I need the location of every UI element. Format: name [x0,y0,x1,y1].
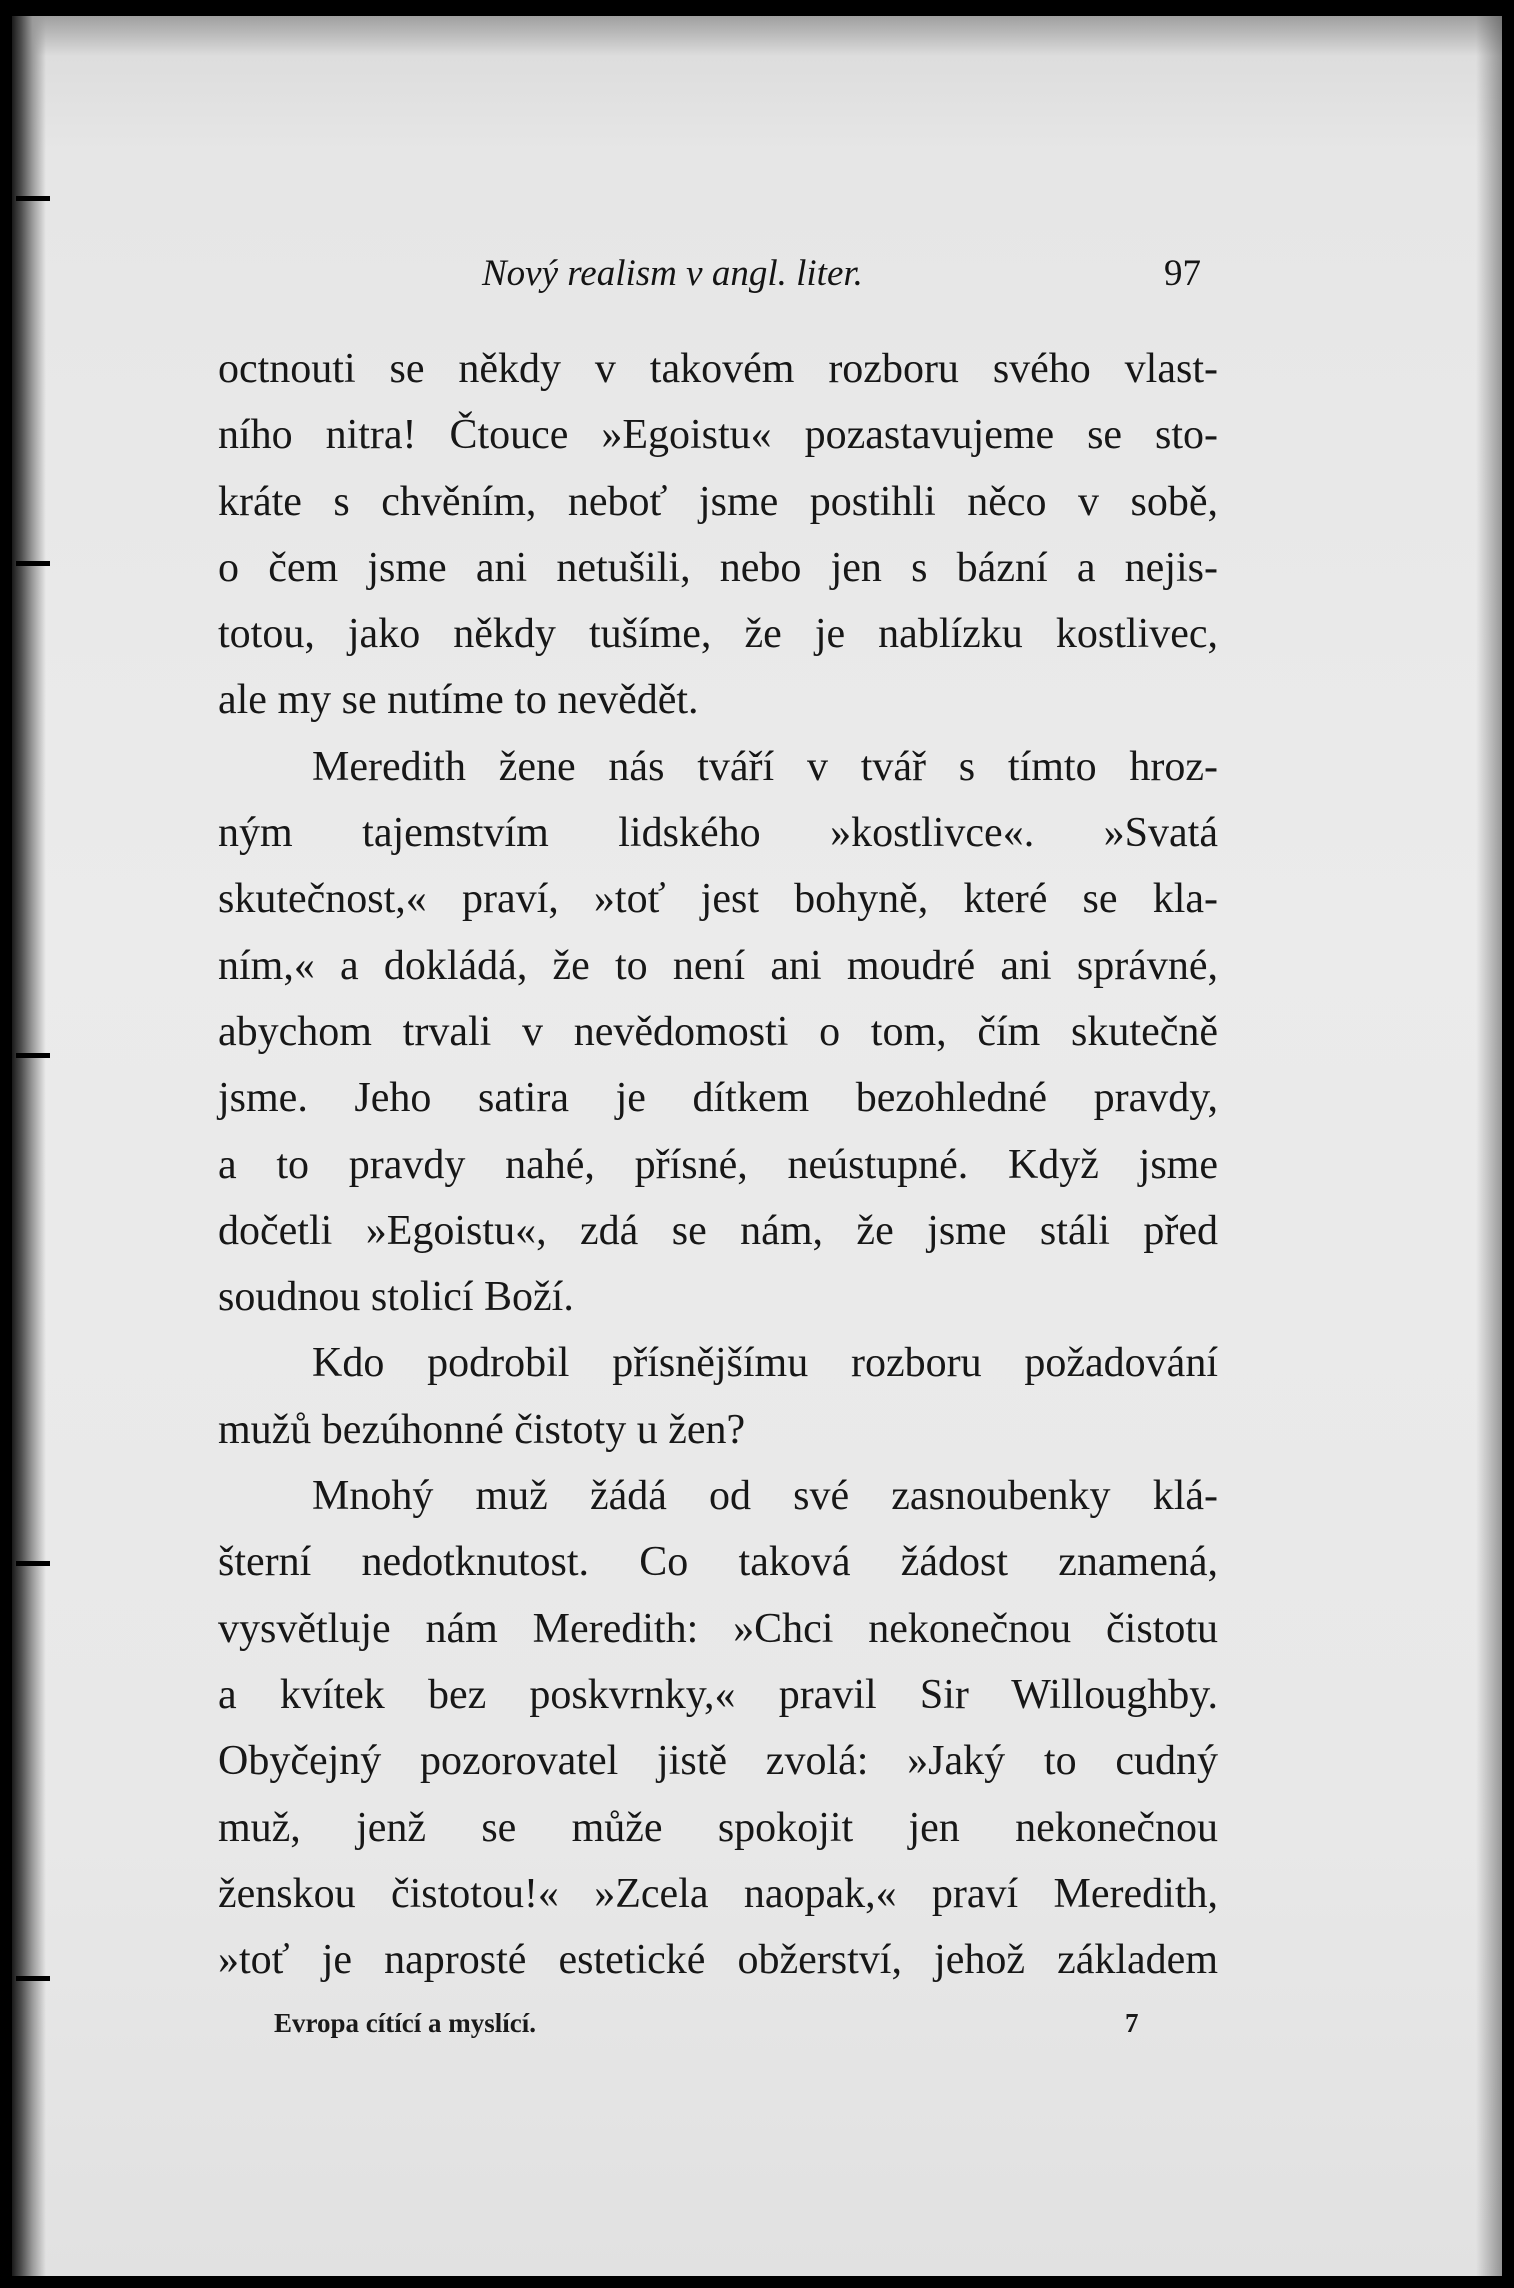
text-line: abychom trvali v nevědomosti o tom, čím skutečně [218,1008,1218,1055]
text-line: Kdo podrobil přísnějšímu rozboru požadování [312,1340,1218,1387]
text-line: totou, jako někdy tušíme, že je nablízku kostlivec, [218,611,1218,658]
text-line: a to pravdy nahé, přísné, neústupné. Když jsme [218,1141,1218,1188]
text-line: ním,« a dokládá, že to není ani moudré ani správné, [218,942,1218,989]
footer-signature: Evropa cítící a myslící. [274,2008,536,2038]
binding-mark [16,1561,50,1566]
text-line: mužů bezúhonné čistoty u žen? [218,1406,746,1453]
text-line: o čem jsme ani netušili, nebo jen s bázní a nejis- [218,544,1218,591]
text-line: Mnohý muž žádá od své zasnoubenky klá- [312,1473,1218,1520]
page-footer [12,2008,1502,2048]
page-right-shadow [1476,16,1502,2276]
running-title: Nový realism v angl. liter. [482,253,863,294]
binding-spine [12,16,46,2276]
text-line: skutečnost,« praví, »toť jest bohyně, které se kla- [218,876,1218,923]
text-line: vysvětluje nám Meredith: »Chci nekonečnou čistotu [218,1605,1218,1652]
binding-mark [16,1976,50,1981]
text-line: jsme. Jeho satira je dítkem bezohledné pravdy, [218,1075,1218,1122]
text-line: dočetli »Egoistu«, zdá se nám, že jsme stáli před [218,1207,1218,1254]
page-top-shadow [12,16,1502,56]
text-line: »toť je naprosté estetické obžerství, jehož základem [218,1937,1218,1984]
footer-sheet-number: 7 [1125,2008,1139,2038]
text-line: soudnou stolicí Boží. [218,1274,574,1321]
text-line: ným tajemstvím lidského »kostlivce«. »Svatá [218,810,1218,857]
book-page [12,16,1502,2276]
text-line: kráte s chvěním, neboť jsme postihli něco v sobě, [218,478,1218,525]
text-line: šterní nedotknutost. Co taková žádost znamená, [218,1539,1218,1586]
running-head [12,252,1502,302]
text-line: Obyčejný pozorovatel jistě zvolá: »Jaký to cudný [218,1738,1218,1785]
text-line: a kvítek bez poskvrnky,« pravil Sir Willoughby. [218,1671,1218,1718]
body-text [218,336,1218,1993]
binding-mark [16,561,50,566]
text-line: ale my se nutíme to nevědět. [218,677,699,724]
page-number: 97 [1164,253,1201,294]
text-line: ženskou čistotou!« »Zcela naopak,« praví Meredith, [218,1870,1218,1917]
text-line: octnouti se někdy v takovém rozboru svého vlast- [218,346,1218,392]
text-line: Meredith žene nás tváří v tvář s tímto hroz- [312,743,1218,790]
binding-mark [16,1053,50,1058]
binding-mark [16,196,50,201]
text-line: ního nitra! Čtouce »Egoistu« pozastavujeme se sto- [218,412,1218,459]
text-line: muž, jenž se může spokojit jen nekonečnou [218,1804,1218,1851]
